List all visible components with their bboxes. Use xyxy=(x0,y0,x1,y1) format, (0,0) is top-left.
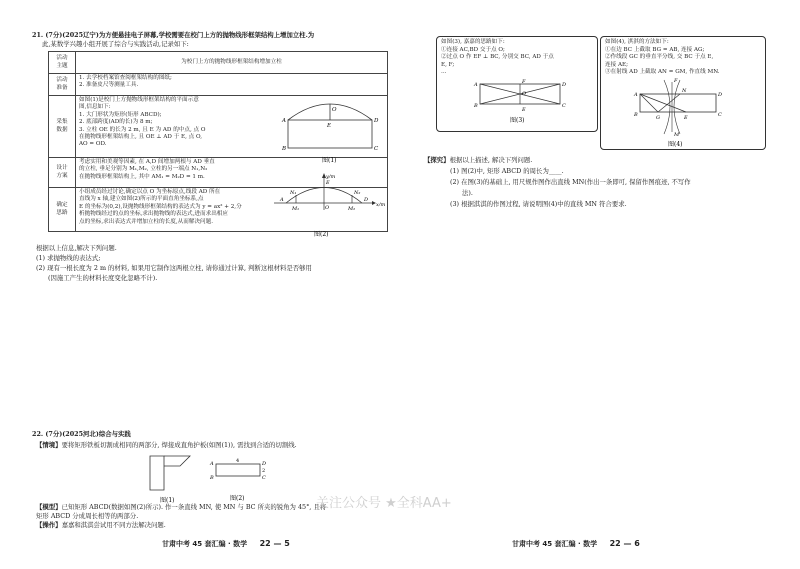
box1-line: E, F; xyxy=(441,61,455,68)
data-line: 如图(1)是校门上方抛物线形框架结构的平面示意 xyxy=(79,97,199,103)
svg-text:G: G xyxy=(656,115,660,121)
q21-header: 21. (7分)(2025辽宁)为方便悬挂电子屏幕,学校需要在校门上方的抛物线形框架结构上增加立柱.为 xyxy=(32,31,315,39)
q21-part2: (2) 现有一根长度为 2 m 的材料, 如果用它制作这两根立柱, 请你通过计算, 判断这根材料是否够用 xyxy=(36,264,312,272)
svg-text:A: A xyxy=(210,461,214,467)
svg-text:B: B xyxy=(474,103,478,109)
design-label: 设计 方案 xyxy=(49,158,76,188)
q22-figure-2-label: 图(2) xyxy=(230,495,245,502)
box1-line: 如图(3), 嘉嘉的思路如下: xyxy=(441,39,505,45)
footer-left-title: 甘肃中考 45 套汇编 · 数学 xyxy=(162,540,248,548)
svg-text:O: O xyxy=(325,205,330,211)
q22-figure-2 xyxy=(206,456,268,504)
svg-text:B: B xyxy=(634,112,638,118)
figure-2 xyxy=(268,170,386,242)
topic: 为校门上方的抛物线形框架结构增加立柱 xyxy=(76,52,388,74)
design-line: 在抛物线形框架结构上, 其中 AM₁ = M₂D = 1 m. xyxy=(79,173,205,180)
q22-figure-1 xyxy=(144,450,200,506)
data-line: 图,信息如下: xyxy=(79,104,111,111)
svg-text:E: E xyxy=(522,107,526,113)
svg-text:A: A xyxy=(282,118,286,124)
svg-text:B: B xyxy=(282,146,287,152)
box2-line: ①在边 BC 上截取 BG = AB, 连接 AG; xyxy=(605,46,705,53)
scene-tag: 【情境】 xyxy=(36,441,62,449)
design-line: 的立柱, 垂足分别为 M₁,M₂, 立柱的另一端点 N₁,N₂ xyxy=(79,166,208,173)
conf-line: E 的坐标为(0,2),设抛物线形框架结构的表达式为 y = ax² + 2,分 xyxy=(79,203,242,210)
box1-line: ②过点 O 作 EF ⊥ BC, 分别交 BC, AD 于点 xyxy=(441,54,554,61)
prep-line: 2. 准备皮尺等测量工具. xyxy=(79,82,139,89)
svg-text:B: B xyxy=(210,475,214,481)
data-line: 3. 立柱 OE 的长为 2 m, 且 E 为 AD 的中点, 点 O xyxy=(79,126,206,133)
explore-tag: 【探究】 xyxy=(424,156,450,164)
svg-text:F: F xyxy=(522,79,526,85)
footer-left xyxy=(162,539,290,549)
explore xyxy=(424,156,532,165)
explore-text: 根据以上描述, 解决下列问题. xyxy=(449,156,533,164)
explore-q2-cont: 法). xyxy=(462,189,473,197)
svg-text:C: C xyxy=(374,146,379,152)
footer-right-page: 22 — 6 xyxy=(609,539,640,548)
conf-line: 点的坐标,求出表达式并增加立柱的长度,从而解决问题. xyxy=(79,218,213,225)
explore-q1: (1) 图(2)中, 矩形 ABCD 的周长为____. xyxy=(450,167,564,175)
svg-text:F: F xyxy=(674,78,678,84)
svg-text:A: A xyxy=(634,92,638,98)
box2-line: ③在射线 AD 上截取 AN = GM, 作直线 MN. xyxy=(605,69,720,76)
box1-line: ①连接 AC,BD 交于点 O; xyxy=(441,46,505,53)
figure-4 xyxy=(628,76,738,148)
svg-text:D: D xyxy=(374,118,379,124)
svg-text:C: C xyxy=(262,475,266,481)
q22-header: 22. (7分)(2025河北)综合与实践 xyxy=(32,430,131,438)
dim-2: 2 xyxy=(262,468,266,474)
svg-text:E: E xyxy=(326,180,330,186)
footer-right xyxy=(512,539,640,549)
svg-text:D: D xyxy=(562,82,567,88)
q22-model-cont: 矩形 ABCD 分成周长相等的两部分. xyxy=(36,512,139,520)
topic-label: 活动 主题 xyxy=(49,52,76,74)
q22-figure-1-label: 图(1) xyxy=(160,497,175,504)
q22-scene xyxy=(36,441,297,450)
conf-label: 确定 思路 xyxy=(49,188,76,232)
conf-line: 析抛物线经过的点的坐标,求出抛物线的表达式,进而求出相应 xyxy=(79,211,228,218)
watermark: 关注公众号 ★全科AA+ xyxy=(316,496,452,511)
data-line: 在抛物线形框架结构上, 且 OE ⊥ AD 于 E, 点 O, xyxy=(79,134,203,141)
figure-1-label: 图(1) xyxy=(322,157,337,164)
prep-label: 活动 准备 xyxy=(49,74,76,96)
q22-model xyxy=(36,503,326,512)
op-text: 嘉嘉和淇淇尝试用不同方法解决问题. xyxy=(61,521,166,529)
q21-after: 根据以上信息,解决下列问题. xyxy=(36,244,117,252)
box2-line: 连接 AE; xyxy=(605,61,628,68)
box2-line: 如图(4), 淇淇的方法如下: xyxy=(605,39,669,45)
figure-2-label: 图(2) xyxy=(314,231,329,238)
prep-line: 1. 去学校档案馆查阅框架结构的图纸; xyxy=(79,75,172,81)
op-tag: 【操作】 xyxy=(36,521,62,529)
svg-text:D: D xyxy=(364,197,369,203)
svg-text:A: A xyxy=(280,197,284,203)
svg-text:N₂: N₂ xyxy=(354,190,361,196)
box2-line: ②作线段 GC 的垂直平分线, 交 BC 于点 E, xyxy=(605,54,714,61)
q22-op xyxy=(36,521,166,530)
svg-text:x/m: x/m xyxy=(376,202,386,208)
q21-part2-cont: (因施工产生的材料长度变化忽略不计). xyxy=(48,274,158,282)
data-line: 1. 大门形状为矩形(矩形 ABCD); xyxy=(79,111,162,118)
svg-text:E: E xyxy=(684,115,688,121)
svg-text:M₂: M₂ xyxy=(348,206,356,212)
figure-1 xyxy=(278,84,382,168)
svg-text:y/m: y/m xyxy=(326,174,336,180)
explore-q3: (3) 根据淇淇的作图过程, 请说明图(4)中的直线 MN 符合要求. xyxy=(450,200,627,208)
figure-4-label: 图(4) xyxy=(668,141,683,148)
conf-line: 小组成员经过讨论,确定以点 O 为坐标原点,线段 AD 所在 xyxy=(79,189,221,195)
svg-text:N₁: N₁ xyxy=(290,190,297,196)
svg-text:C: C xyxy=(718,112,722,118)
data-line: 2. 底部跨度(AD的长)为 8 m; xyxy=(79,119,153,126)
model-text: 已知矩形 ABCD(数据如图(2)所示). 作一条直线 MN, 使 MN 与 BC 所夹的锐角为 45°, 且将 xyxy=(61,503,327,511)
conf-line: 直线为 x 轴,建立如图(2)所示的平面直角坐标系,点 xyxy=(79,196,204,203)
svg-text:M₁: M₁ xyxy=(292,206,300,212)
dim-4: 4 xyxy=(236,458,240,464)
svg-text:E: E xyxy=(327,123,332,129)
svg-text:D: D xyxy=(718,92,723,98)
figure-3-label: 图(3) xyxy=(510,117,525,124)
svg-text:D: D xyxy=(262,461,267,467)
svg-text:M: M xyxy=(674,132,680,138)
footer-left-page: 22 — 5 xyxy=(259,539,290,548)
svg-text:A: A xyxy=(474,82,478,88)
design-line: 考虑实用和美观等因素, 在 A,D 间增加两根与 AD 垂直 xyxy=(79,159,215,165)
footer-right-title: 甘肃中考 45 套汇编 · 数学 xyxy=(512,540,598,548)
svg-text:N: N xyxy=(682,88,687,94)
svg-text:C: C xyxy=(562,103,566,109)
q21-part1: (1) 求抛物线的表达式; xyxy=(36,254,101,262)
scene-text: 要将矩形铁板切割成相同的两部分, 焊接成直角护板(如图(1)), 需找到合适的切割线. xyxy=(61,441,297,449)
svg-text:O: O xyxy=(332,107,337,113)
svg-text:O: O xyxy=(522,91,527,97)
data-label: 采集 数据 xyxy=(49,96,76,158)
explore-q2: (2) 在图(3)的基础上, 用尺规作图作出直线 MN(作出一条即可, 保留作图痕迹, 不写作 xyxy=(450,178,691,186)
q21-header-cont: 此,某数学兴趣小组开展了综合与实践活动,记录如下: xyxy=(42,40,189,48)
figure-3 xyxy=(470,78,574,128)
model-tag: 【模型】 xyxy=(36,503,62,511)
data-line: AO = OD. xyxy=(79,141,107,148)
box1-line: … xyxy=(441,69,447,76)
